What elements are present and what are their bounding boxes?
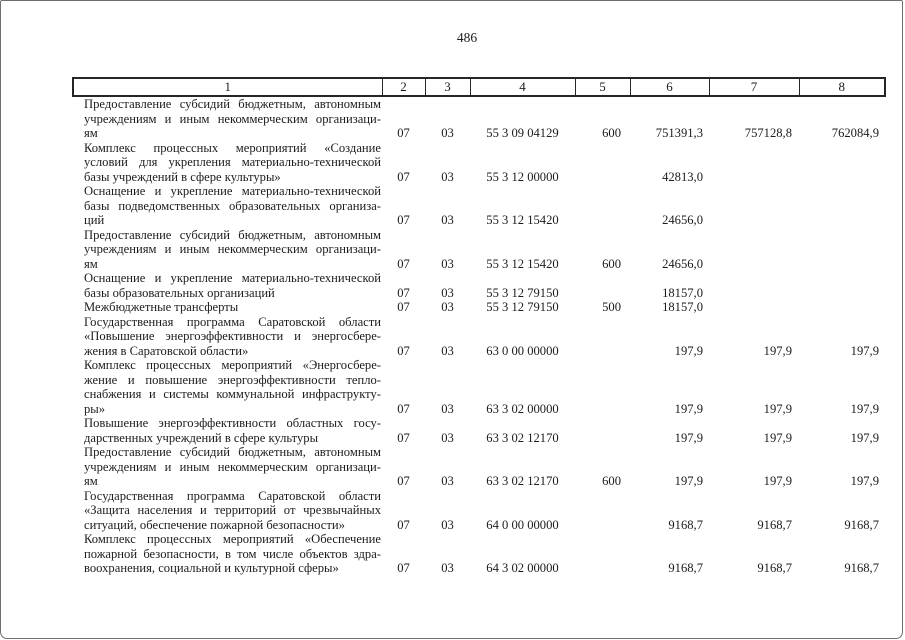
amount-col6-cell: 751391,3	[655, 126, 703, 140]
amount-col7-cell	[709, 141, 799, 185]
podrazdel-code-cell: 03	[441, 285, 454, 300]
description-line: Оснащение и укрепление материально-технической	[84, 184, 381, 198]
amount-col6-cell: 197,9	[674, 474, 703, 488]
description-line: условий для укрепления материально-технической	[84, 155, 381, 169]
description-line: жения в Саратовской области»	[84, 343, 249, 358]
amount-col7-cell: 9168,7	[757, 517, 792, 532]
amount-col6-cell: 197,9	[674, 430, 703, 445]
description-line: ций	[84, 213, 105, 227]
row-description	[73, 228, 382, 272]
expense-type-code-cell	[575, 184, 630, 228]
description-line: учреждениям и иным некоммерческим организаци-	[84, 111, 381, 126]
column-header-3: 3	[425, 78, 470, 96]
amount-col8-cell	[799, 228, 885, 272]
amount-col6-cell: 9168,7	[668, 561, 703, 575]
description-line: учреждениям и иным некоммерческим организаци-	[84, 459, 381, 474]
description-line: «Защита населения и территорий от чрезвычайных	[84, 503, 381, 517]
description-line: учреждениям и иным некоммерческим организаци-	[84, 242, 381, 256]
razdel-code-cell: 07	[397, 285, 410, 300]
column-header-7: 7	[709, 78, 799, 96]
table-row	[73, 228, 885, 272]
table-header-row	[73, 78, 885, 96]
row-description	[73, 416, 382, 445]
table-row	[73, 532, 885, 576]
target-article-code-cell: 63 3 02 12170	[486, 474, 559, 488]
target-article-code-cell: 63 0 00 00000	[486, 343, 559, 358]
amount-col7-cell	[709, 228, 799, 272]
table-row	[73, 96, 885, 141]
table-row	[73, 271, 885, 300]
amount-col7-cell: 197,9	[763, 343, 792, 358]
expense-type-code-cell: 600	[602, 126, 621, 140]
expense-type-code-cell	[575, 416, 630, 445]
razdel-code-cell: 07	[397, 300, 410, 314]
razdel-code-cell: 07	[397, 343, 410, 358]
row-description	[73, 96, 382, 141]
table-row	[73, 416, 885, 445]
description-line: Предоставление субсидий бюджетным, автономным	[84, 445, 381, 459]
expense-type-code-cell: 600	[602, 474, 621, 488]
expense-type-code-cell	[575, 271, 630, 300]
target-article-code-cell: 55 3 12 00000	[486, 169, 559, 184]
amount-col8-cell	[799, 271, 885, 300]
description-line: Государственная программа Саратовской области	[84, 488, 381, 503]
razdel-code-cell: 07	[397, 517, 410, 532]
description-line: Комплекс процессных мероприятий «Создание	[84, 140, 381, 155]
row-description	[73, 358, 382, 416]
amount-col8-cell: 197,9	[850, 474, 879, 488]
amount-col8-cell	[799, 300, 885, 315]
row-description	[73, 489, 382, 533]
row-description	[73, 315, 382, 359]
amount-col8-cell: 762084,9	[831, 126, 879, 140]
description-line: Оснащение и укрепление материально-технической	[84, 271, 381, 285]
expense-type-code-cell: 500	[602, 300, 621, 314]
amount-col6-cell: 18157,0	[662, 285, 703, 300]
description-line: пожарной безопасности, в том числе объектов здра-	[84, 546, 381, 561]
razdel-code-cell: 07	[397, 401, 410, 416]
description-line: Предоставление субсидий бюджетным, автономным	[84, 97, 381, 111]
description-line: ситуаций, обеспечение пожарной безопасности»	[84, 517, 345, 532]
column-header-1: 1	[73, 78, 382, 96]
podrazdel-code-cell: 03	[441, 256, 454, 271]
row-description	[73, 141, 382, 185]
amount-col6-cell: 9168,7	[668, 517, 703, 532]
description-line: базы учреждений в сфере культуры»	[84, 169, 281, 184]
description-line: базы подведомственных образовательных организа-	[84, 198, 381, 213]
expense-type-code-cell: 600	[602, 256, 621, 271]
table-header	[73, 78, 885, 96]
column-header-6: 6	[630, 78, 709, 96]
target-article-code-cell: 55 3 12 15420	[486, 213, 559, 227]
description-line: снабжения и системы коммунальной инфраструкту-	[84, 387, 381, 401]
amount-col7-cell: 197,9	[763, 474, 792, 488]
description-line: «Повышение энергоэффективности и энергосбере-	[84, 329, 381, 343]
podrazdel-code-cell: 03	[441, 343, 454, 358]
amount-col7-cell	[709, 300, 799, 315]
table-row	[73, 184, 885, 228]
target-article-code-cell: 64 3 02 00000	[486, 561, 559, 575]
description-line: Комплекс процессных мероприятий «Обеспечение	[84, 532, 381, 546]
description-line: Предоставление субсидий бюджетным, автономным	[84, 227, 381, 242]
description-line: дарственных учреждений в сфере культуры	[84, 430, 319, 445]
column-header-4: 4	[470, 78, 575, 96]
amount-col7-cell	[709, 184, 799, 228]
razdel-code-cell: 07	[397, 169, 410, 184]
table-row	[73, 358, 885, 416]
razdel-code-cell: 07	[397, 474, 410, 488]
target-article-code-cell: 55 3 12 15420	[486, 256, 559, 271]
razdel-code-cell: 07	[397, 256, 410, 271]
row-description	[73, 184, 382, 228]
target-article-code-cell: 64 0 00 00000	[486, 517, 559, 532]
amount-col7-cell: 9168,7	[757, 561, 792, 575]
amount-col7-cell: 757128,8	[744, 126, 792, 140]
budget-table	[72, 77, 886, 576]
amount-col6-cell: 197,9	[674, 343, 703, 358]
description-line: ры»	[84, 401, 106, 416]
podrazdel-code-cell: 03	[441, 517, 454, 532]
target-article-code-cell: 63 3 02 12170	[486, 430, 559, 445]
amount-col6-cell: 24656,0	[662, 213, 703, 227]
amount-col8-cell	[799, 141, 885, 185]
description-line: жение и повышение энергоэффективности тепло-	[84, 372, 381, 387]
amount-col6-cell: 42813,0	[662, 169, 703, 184]
table-row	[73, 489, 885, 533]
description-line: базы образовательных организаций	[84, 285, 275, 300]
target-article-code-cell: 55 3 09 04129	[486, 126, 559, 140]
amount-col8-cell: 197,9	[850, 343, 879, 358]
amount-col6-cell: 18157,0	[662, 300, 703, 314]
expense-type-code-cell	[575, 358, 630, 416]
podrazdel-code-cell: 03	[441, 300, 454, 314]
description-line: Государственная программа Саратовской области	[84, 314, 381, 329]
description-line: воохранения, социальной и культурной сферы»	[84, 561, 339, 575]
column-header-2: 2	[382, 78, 425, 96]
table-row	[73, 445, 885, 489]
podrazdel-code-cell: 03	[441, 430, 454, 445]
podrazdel-code-cell: 03	[441, 213, 454, 227]
razdel-code-cell: 07	[397, 126, 410, 140]
podrazdel-code-cell: 03	[441, 561, 454, 575]
description-line: Повышение энергоэффективности областных госу-	[84, 416, 381, 430]
expense-type-code-cell	[575, 315, 630, 359]
podrazdel-code-cell: 03	[441, 169, 454, 184]
row-description	[73, 271, 382, 300]
amount-col7-cell	[709, 271, 799, 300]
row-description	[73, 300, 382, 315]
amount-col6-cell: 24656,0	[662, 256, 703, 271]
podrazdel-code-cell: 03	[441, 126, 454, 140]
description-line: Межбюджетные трансферты	[84, 300, 239, 314]
expense-type-code-cell	[575, 532, 630, 576]
amount-col8-cell: 197,9	[850, 401, 879, 416]
amount-col8-cell: 197,9	[850, 430, 879, 445]
target-article-code-cell: 63 3 02 00000	[486, 401, 559, 416]
podrazdel-code-cell: 03	[441, 401, 454, 416]
razdel-code-cell: 07	[397, 561, 410, 575]
target-article-code-cell: 55 3 12 79150	[486, 300, 559, 314]
column-header-8: 8	[799, 78, 885, 96]
target-article-code-cell: 55 3 12 79150	[486, 285, 559, 300]
row-description	[73, 445, 382, 489]
amount-col7-cell: 197,9	[763, 430, 792, 445]
razdel-code-cell: 07	[397, 430, 410, 445]
description-line: ям	[84, 256, 98, 271]
podrazdel-code-cell: 03	[441, 474, 454, 488]
row-description	[73, 532, 382, 576]
description-line: ям	[84, 474, 98, 488]
expense-type-code-cell	[575, 489, 630, 533]
table-row	[73, 315, 885, 359]
description-line: ям	[84, 126, 98, 140]
amount-col7-cell: 197,9	[763, 401, 792, 416]
page-number: 486	[456, 30, 478, 45]
razdel-code-cell: 07	[397, 213, 410, 227]
table-body	[73, 96, 885, 576]
table-row	[73, 300, 885, 315]
amount-col6-cell: 197,9	[674, 401, 703, 416]
table-row	[73, 141, 885, 185]
description-line: Комплекс процессных мероприятий «Энергосбере-	[84, 358, 381, 372]
amount-col8-cell: 9168,7	[844, 517, 879, 532]
amount-col8-cell	[799, 184, 885, 228]
column-header-5: 5	[575, 78, 630, 96]
amount-col8-cell: 9168,7	[844, 561, 879, 575]
expense-type-code-cell	[575, 141, 630, 185]
